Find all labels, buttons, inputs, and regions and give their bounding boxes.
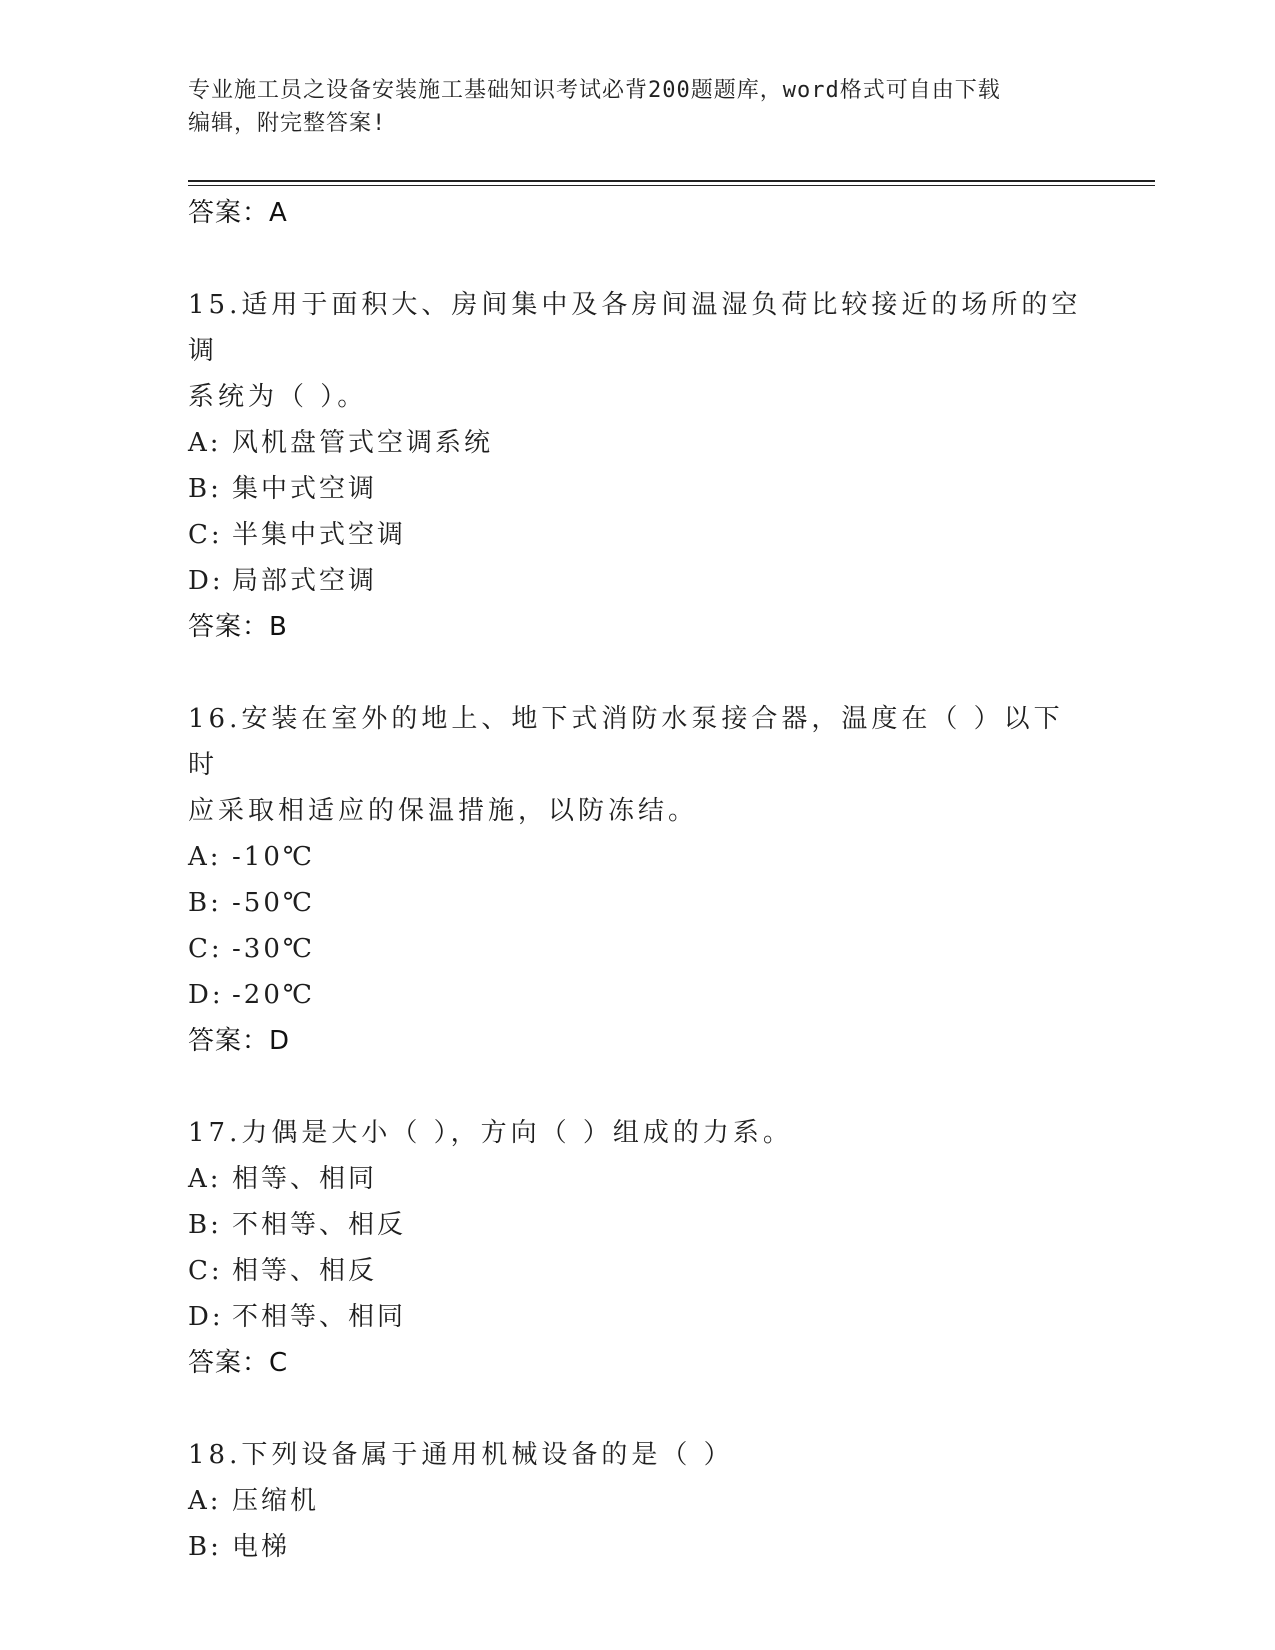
- question-stem: [188, 1110, 1088, 1156]
- previous-answer: 答案：A: [188, 198, 288, 228]
- question-stem: [188, 1432, 1088, 1478]
- option-b: [188, 1202, 1088, 1248]
- question-stem-line: 17.力偶是大小（ ），方向（ ）组成的力系。: [188, 1118, 793, 1148]
- spacer: [188, 1386, 1088, 1432]
- question-stem-line: 应采取相适应的保温措施，以防冻结。: [188, 796, 699, 826]
- option-b: [188, 466, 1088, 512]
- option-text: -50℃: [232, 888, 315, 918]
- option-d: [188, 1294, 1088, 1340]
- option-key: C:: [188, 520, 223, 550]
- option-key: C:: [188, 1256, 223, 1286]
- question-stem-line: 16.安装在室外的地上、地下式消防水泵接合器，温度在（ ）以下时: [188, 704, 1064, 780]
- answer-line: 答案：B: [188, 612, 288, 642]
- question-stem-line: 15.适用于面积大、房间集中及各房间温湿负荷比较接近的场所的空调: [188, 290, 1082, 366]
- option-d: [188, 972, 1088, 1018]
- header-divider-thin: [188, 185, 1155, 186]
- option-key: B:: [188, 888, 222, 918]
- option-text: 集中式空调: [232, 474, 378, 504]
- header-divider: [188, 180, 1155, 182]
- question-stem: [188, 696, 1088, 834]
- option-d: [188, 558, 1088, 604]
- option-c: [188, 1248, 1088, 1294]
- answer-line: 答案：D: [188, 1026, 291, 1056]
- option-text: 电梯: [232, 1532, 291, 1562]
- option-key: A:: [188, 842, 222, 872]
- spacer: [188, 236, 1088, 282]
- option-c: [188, 512, 1088, 558]
- option-key: D:: [188, 566, 224, 596]
- option-text: 局部式空调: [232, 566, 378, 596]
- option-key: D:: [188, 1302, 224, 1332]
- question-stem: [188, 282, 1088, 420]
- option-text: 风机盘管式空调系统: [232, 428, 494, 458]
- option-key: B:: [188, 474, 222, 504]
- option-b: [188, 880, 1088, 926]
- header-line-1: 专业施工员之设备安装施工基础知识考试必背200题题库，word格式可自由下载: [188, 78, 1001, 103]
- spacer: [188, 650, 1088, 696]
- option-a: [188, 834, 1088, 880]
- question-stem-line: 系统为（ ）。: [188, 382, 368, 412]
- option-text: 相等、相同: [232, 1164, 378, 1194]
- option-key: C:: [188, 934, 223, 964]
- option-text: 压缩机: [232, 1486, 320, 1516]
- question-list: [188, 190, 1088, 1570]
- option-b: [188, 1524, 1088, 1570]
- spacer: [188, 1064, 1088, 1110]
- option-text: 相等、相反: [232, 1256, 378, 1286]
- question-block: [188, 282, 1088, 650]
- option-key: A:: [188, 428, 222, 458]
- option-key: A:: [188, 1486, 222, 1516]
- option-a: [188, 1478, 1088, 1524]
- question-block: [188, 1110, 1088, 1386]
- option-text: 不相等、相同: [232, 1302, 407, 1332]
- option-c: [188, 926, 1088, 972]
- option-text: -30℃: [232, 934, 315, 964]
- question-stem-line: 18.下列设备属于通用机械设备的是（ ）: [188, 1440, 734, 1470]
- option-text: -10℃: [232, 842, 315, 872]
- option-key: B:: [188, 1532, 222, 1562]
- option-key: A:: [188, 1164, 222, 1194]
- option-a: [188, 1156, 1088, 1202]
- question-block: [188, 696, 1088, 1064]
- option-key: D:: [188, 980, 224, 1010]
- option-a: [188, 420, 1088, 466]
- option-text: 半集中式空调: [232, 520, 407, 550]
- answer-line: 答案：C: [188, 1348, 289, 1378]
- document-header: [188, 74, 1068, 140]
- question-block: [188, 1432, 1088, 1570]
- header-line-2: 编辑，附完整答案!: [188, 111, 387, 136]
- option-text: 不相等、相反: [232, 1210, 407, 1240]
- option-text: -20℃: [232, 980, 315, 1010]
- option-key: B:: [188, 1210, 222, 1240]
